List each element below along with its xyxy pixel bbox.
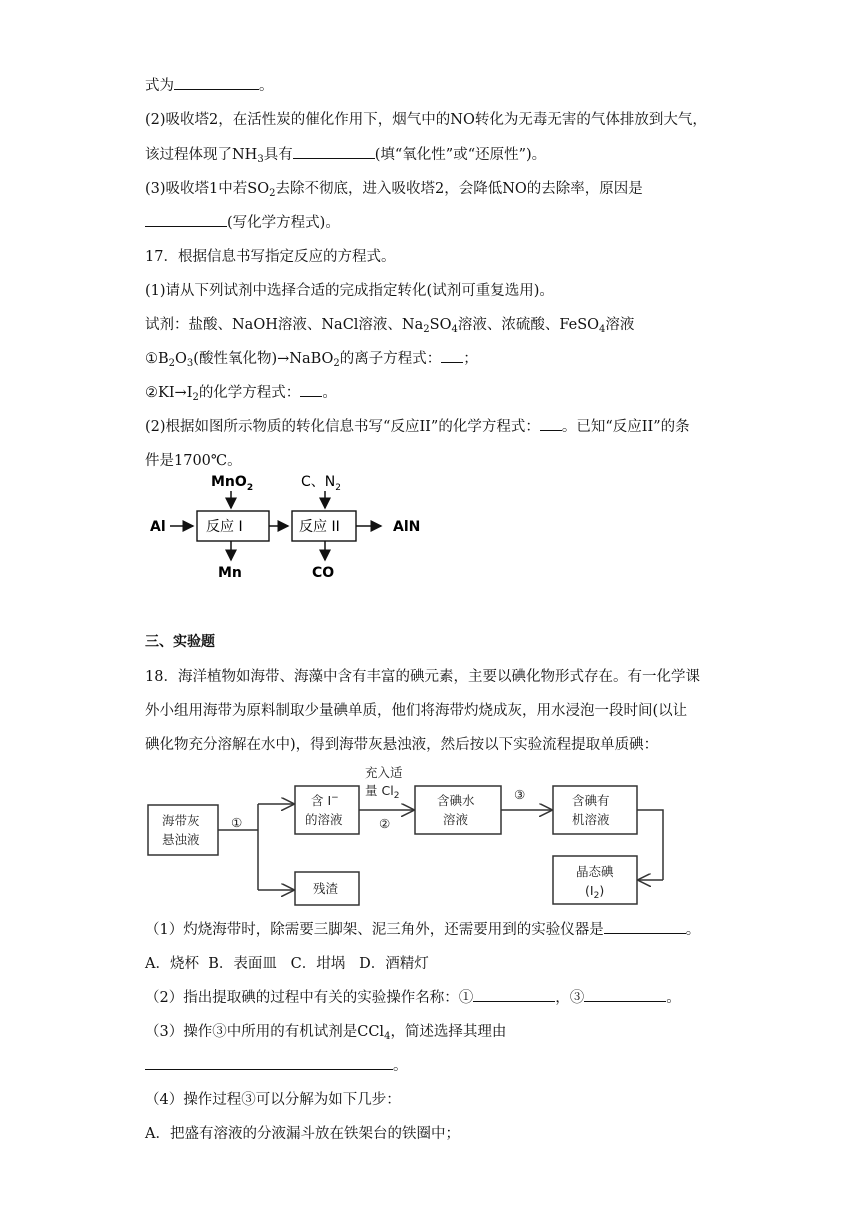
q16-part2-line1: (2)吸收塔2，在活性炭的催化作用下，烟气中的NO转化为无毒无害的气体排放到大气，	[145, 112, 707, 128]
q18-line2: 外小组用海带为原料制取少量碘单质，他们将海带灼烧成灰，用水浸泡一段时间(以让	[145, 703, 688, 719]
q16-line-formula: 式为 。	[145, 74, 274, 95]
q18-line3: 碘化物充分溶解在水中)，得到海带灰悬浊液，然后按以下实验流程提取单质碘：	[145, 737, 659, 753]
answer-blank[interactable]	[145, 1055, 393, 1070]
answer-blank[interactable]	[293, 144, 375, 159]
svg-text:(I2): $(I_2)$	[585, 883, 605, 901]
svg-text:含 I−: 含 I−	[311, 793, 339, 808]
svg-text:海带灰: 海带灰	[162, 813, 200, 828]
q18-sub2: （2）指出提取碘的过程中有关的实验操作名称：① ，③ 。	[145, 986, 681, 1007]
svg-text:机溶液: 机溶液	[572, 812, 610, 827]
svg-text:③: ③	[514, 787, 526, 802]
svg-text:含碘水: 含碘水	[437, 793, 475, 808]
q16-part2-line2: 该过程体现了$NH_3$具有 (填“氧化性”或“还原性”)。	[145, 143, 546, 165]
svg-text:①: ①	[231, 815, 243, 830]
answer-blank[interactable]	[441, 348, 463, 363]
answer-blank[interactable]	[174, 75, 259, 90]
q17-part2-line2: 件是1700℃。	[145, 453, 242, 469]
q17-reagents: 试剂：盐酸、NaOH溶液、NaCl溶液、$Na_2SO_4$溶液、浓硫酸、FeSO$_4$溶液	[145, 317, 635, 335]
svg-text:量 Cl2: 量 $Cl_2$	[365, 783, 400, 801]
svg-text:悬浊液: 悬浊液	[162, 832, 200, 847]
q17-item2: $②KI\to I_2$的化学方程式： 。	[145, 381, 337, 403]
answer-blank[interactable]	[473, 987, 555, 1002]
mn-label: Mn	[218, 565, 242, 581]
c-n2-label: C、$N_2$	[301, 474, 341, 493]
q17-part2-line1: (2)根据如图所示物质的转化信息书写“反应II”的化学方程式： 。已知“反应II”的条	[145, 415, 690, 436]
q17-item1: $①B_2O_3$(酸性氧化物)→NaBO$_2$的离子方程式： ；	[145, 347, 478, 369]
answer-blank[interactable]	[584, 987, 666, 1002]
svg-text:充入适: 充入适	[365, 765, 403, 780]
iodine-extraction-flow-diagram	[145, 762, 675, 912]
answer-blank[interactable]	[145, 212, 227, 227]
aln-label: AlN	[393, 519, 421, 535]
q17-part1: (1)请从下列试剂中选择合适的完成指定转化(试剂可重复选用)。	[145, 283, 554, 299]
q18-sub4-step-a: A．把盛有溶液的分液漏斗放在铁架台的铁圈中；	[145, 1126, 460, 1142]
svg-text:残渣: 残渣	[313, 881, 339, 896]
q16-part3-line1: (3)吸收塔1中若$SO_2$去除不彻底，进入吸收塔2，会降低NO的去除率，原因是	[145, 181, 643, 199]
svg-text:溶液: 溶液	[443, 812, 469, 827]
section-title-experiment: 三、实验题	[145, 634, 215, 650]
svg-text:含碘有: 含碘有	[572, 793, 610, 808]
q16-part3-line2: (写化学方程式)。	[145, 211, 340, 232]
q18-sub4: （4）操作过程③可以分解为如下几步：	[145, 1092, 401, 1108]
al-label: Al	[150, 519, 166, 535]
answer-blank[interactable]	[604, 919, 686, 934]
co-label: CO	[312, 565, 335, 581]
answer-blank[interactable]	[540, 416, 562, 431]
reaction-1-label: 反应 I	[206, 519, 243, 535]
q18-sub3-answer: 。	[145, 1054, 408, 1075]
answer-blank[interactable]	[300, 382, 322, 397]
reaction-flow-diagram	[145, 470, 445, 585]
mno2-label: MnO$_2$	[211, 474, 254, 493]
svg-text:晶态碘: 晶态碘	[576, 864, 614, 879]
q18-line1: 18．海洋植物如海带、海藻中含有丰富的碘元素，主要以碘化物形式存在。有一化学课	[145, 669, 700, 685]
reaction-2-label: 反应 II	[299, 519, 340, 535]
svg-text:的溶液: 的溶液	[305, 812, 343, 827]
q18-sub1: （1）灼烧海带时，除需要三脚架、泥三角外，还需要用到的实验仪器是 。	[145, 918, 700, 939]
svg-text:②: ②	[379, 816, 391, 831]
q18-sub1-options: A．烧杯 B．表面皿 C．坩埚 D．酒精灯	[145, 956, 429, 972]
q18-sub3: （3）操作③中所用的有机试剂是CCl$_4$，简述选择其理由	[145, 1024, 507, 1042]
q17-title: 17．根据信息书写指定反应的方程式。	[145, 249, 396, 265]
